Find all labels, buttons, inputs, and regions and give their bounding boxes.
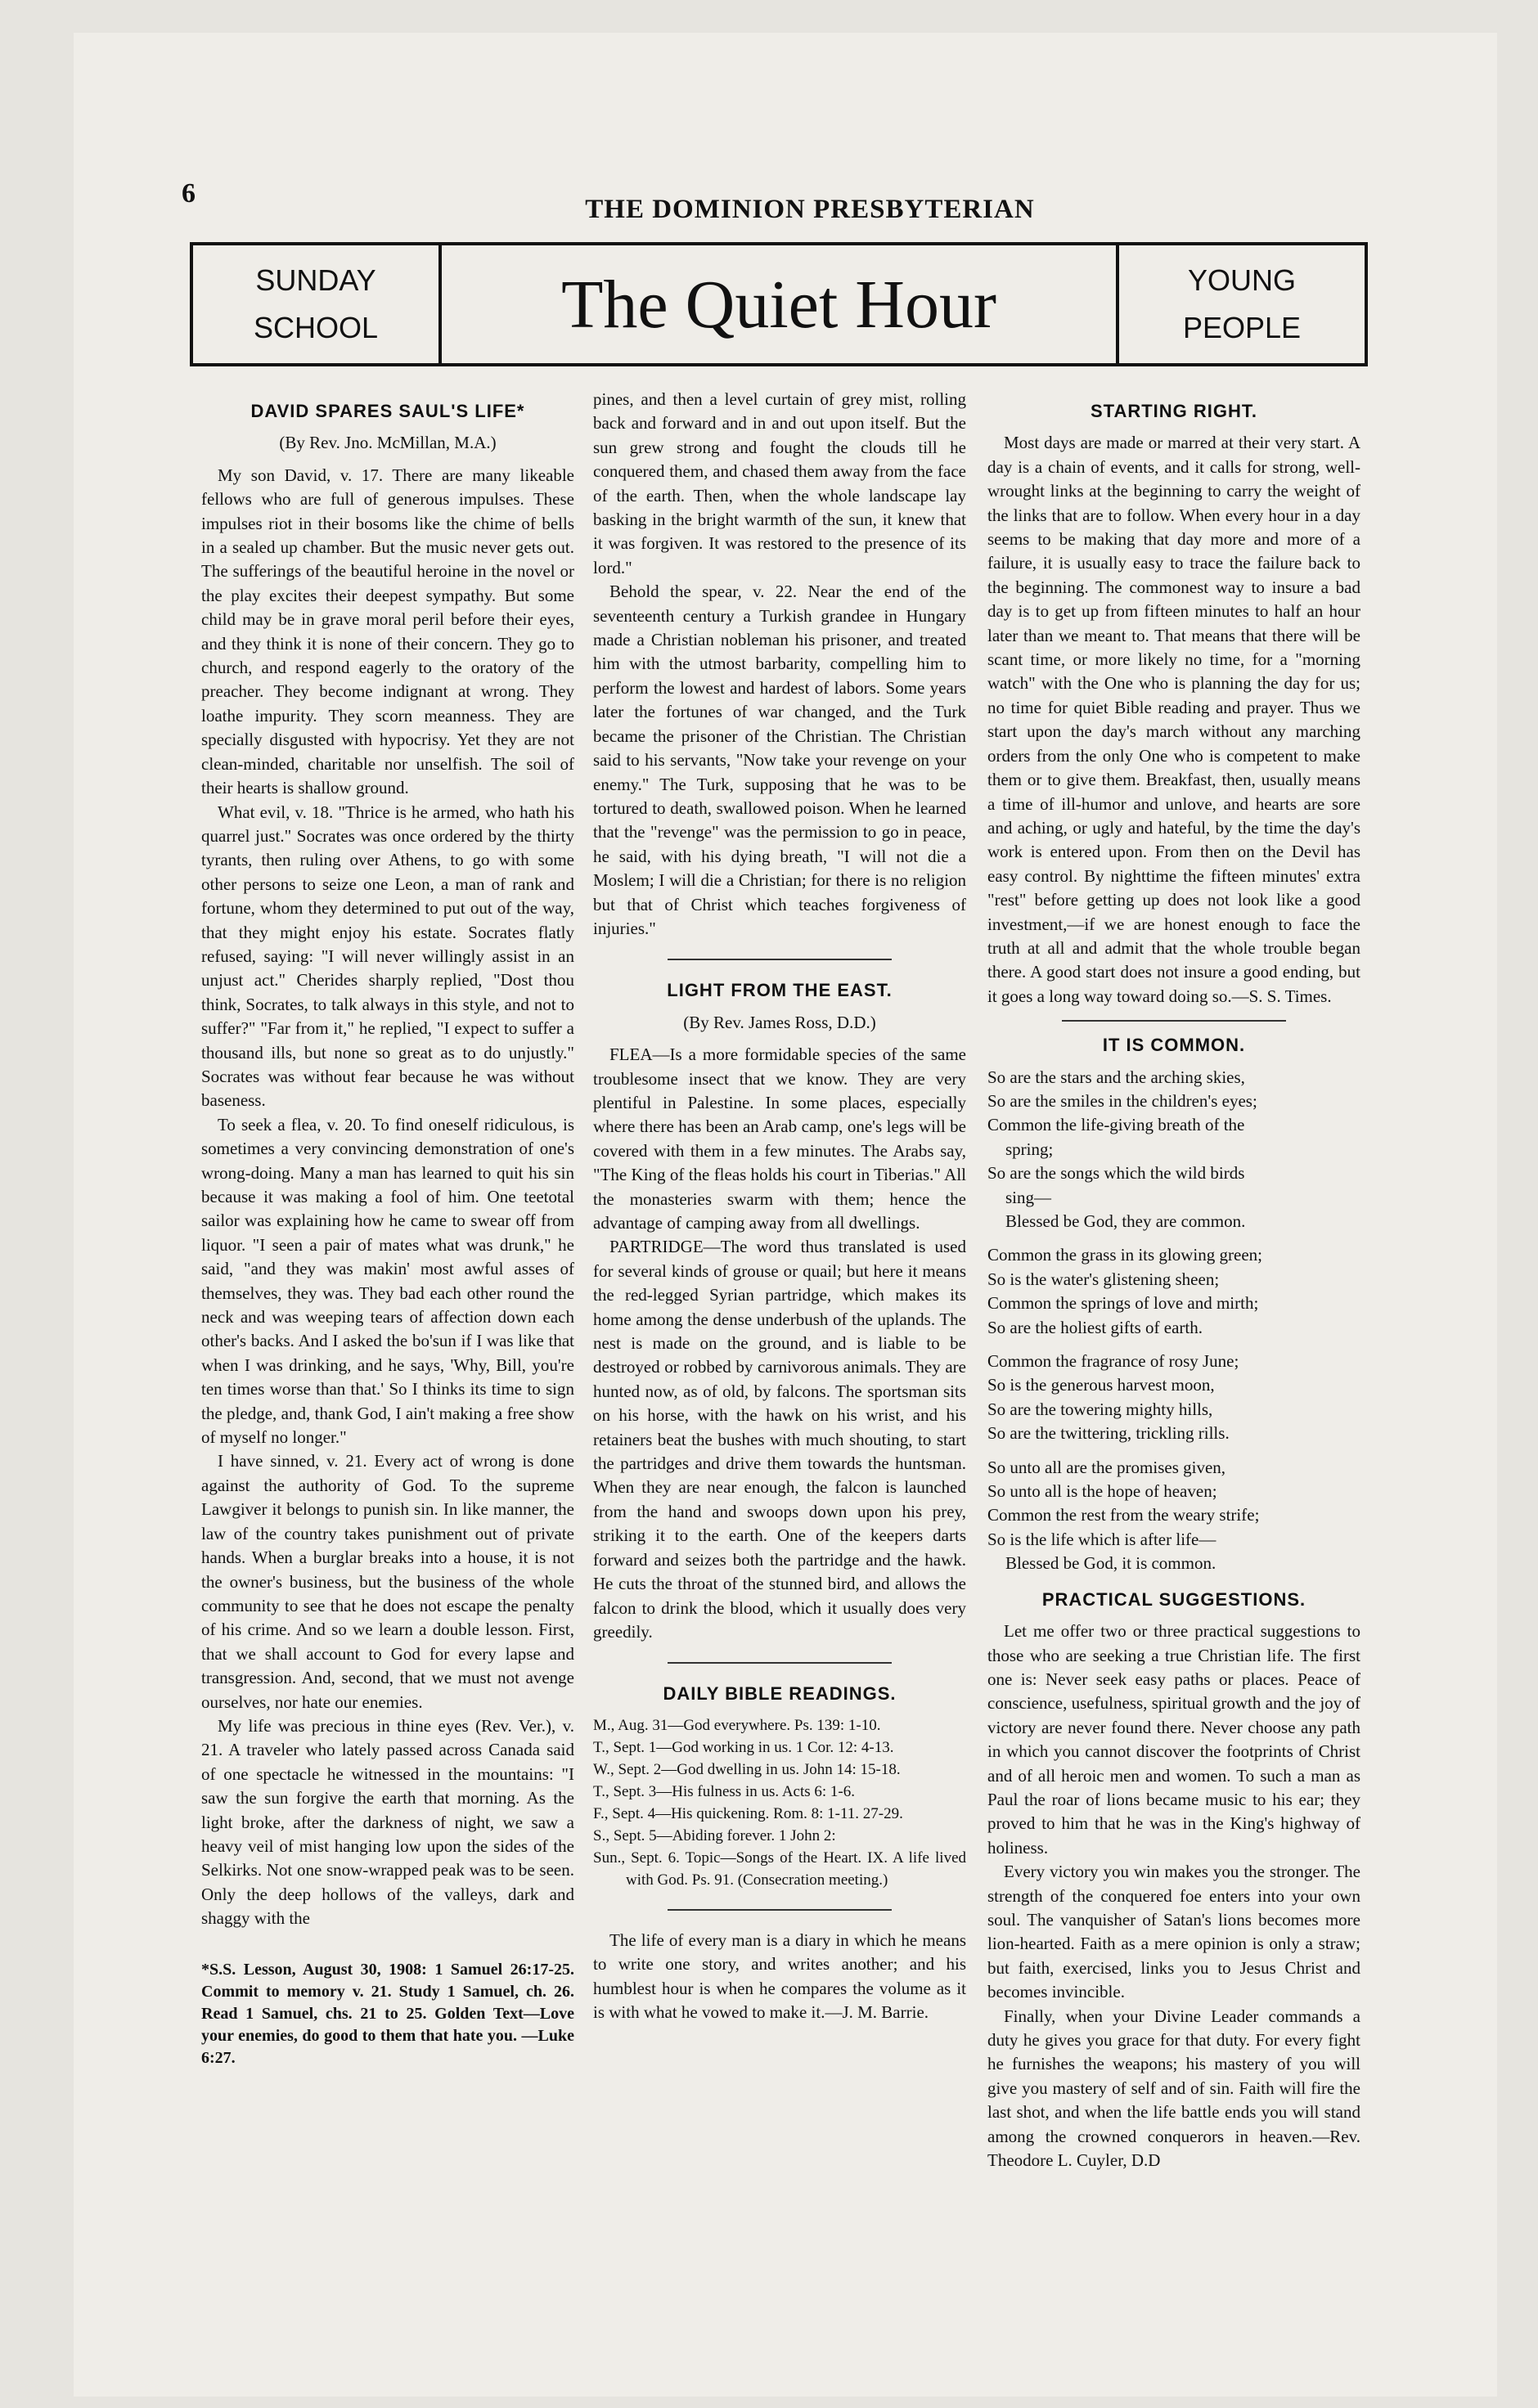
divider [668,959,892,960]
column-1 [201,388,574,2069]
column-3 [987,388,1360,2172]
readings-heading: DAILY BIBLE READINGS. [663,1683,897,1705]
divider [668,1662,892,1664]
reading-item: T., Sept. 1—God working in us. 1 Cor. 12: 4-13. [593,1738,894,1756]
article-paragraph: pines, and then a level curtain of grey mist, rolling back and forward and in and out upon itself. But the sun grew strong and fought the clouds till he conquered them, and chased them away from the face of the earth. Then, when the whole landscape lay basking in the bright warmth of the sun, it knew that it was forgiven. It was restored to the presence of its lord." [593,389,966,577]
readings-list [593,1714,966,1891]
poem-line: Common the grass in its glowing green; [987,1245,1262,1265]
reading-item: M., Aug. 31—God everywhere. Ps. 139: 1-10. [593,1716,881,1734]
poem-line: So are the songs which the wild birds [987,1163,1245,1184]
article-paragraph: Let me offer two or three practical suggestions to those who are seeking a true Christian life. The first one is: Never seek easy paths or places. Peace of conscience, usefulness, spiritual growth and the joy of victory are never found there. Never choose any path in which you cannot discover the footprints of Christ and of all heroic men and women. To such a man as Paul the roar of lions became music to his ear; they proved to him that he was in the King's highway of holiness. [987,1621,1360,1858]
section-banner [190,242,1368,366]
poem-line: So are the towering mighty hills, [987,1399,1213,1419]
poem-stanza [987,1350,1360,1446]
banner-right [1116,245,1365,363]
article-byline: (By Rev. Jno. McMillan, M.A.) [279,433,497,453]
article-paragraph: My son David, v. 17. There are many likeable fellows who are full of generous impulses. These impulses riot in their bosoms like the chime of bells in a sealed up chamber. But the music never gets out. The sufferings of the beautiful heroine in the novel or the play excites their deepest sympathy. But some child may be in grave moral peril before their eyes, and they think it is none of their concern. They go to church, and respond eagerly to the oratory of the preacher. They become indignant at wrong. They loathe impurity. They scorn meanness. They are specially disgusted with hypocrisy. Yet they are not clean-minded, charitable nor unselfish. The soil of their hearts is shallow ground. [201,465,574,798]
article-heading: PRACTICAL SUGGESTIONS. [1041,1588,1306,1610]
poem-line: Common the fragrance of rosy June; [987,1351,1239,1372]
poem-line: So are the holiest gifts of earth. [987,1317,1203,1337]
banner-right-line-2: PEOPLE [1182,311,1302,344]
article-heading: DAVID SPARES SAUL'S LIFE* [250,401,525,421]
article-paragraph: PARTRIDGE—The word thus translated is used for several kinds of grouse or quail; but here it means the red-legged Syrian partridge, which makes its home among the dense underbush of the uplands. The nest is made on the ground, and is liable to be destroyed or robbed by carnivorous animals. They are hunted now, as of old, by falcons. The sportsman sits on his horse, with the hawk on his wrist, and his retainers beat the bushes with much shouting, to start the partridges and drive them towards the huntsman. When they are near enough, the falcon is launched from the hand and swoops down upon his prey, striking it to the earth. One of the keepers darts forward and seizes both the partridge and the hawk. He cuts the throat of the stunned bird, and allows the falcon to drink the blood, which it usually does very greedily. [593,1237,966,1642]
article-heading: STARTING RIGHT. [1090,401,1258,421]
poem-line: spring; [1005,1139,1054,1159]
poem-line: Blessed be God, it is common. [1005,1553,1216,1574]
article-paragraph: FLEA—Is a more formidable species of the same troublesome insect that we know. They are very plentiful in Palestine. In some places, especially where there has been an Arab camp, one's legs will be covered with them in a few minutes. The Arabs say, "The King of the fleas holds his court in Tiberias." All the monasteries swarm with them; hence the advantage of camping away from all dwellings. [593,1045,966,1233]
quote-paragraph: The life of every man is a diary in which he means to write one story, and writes another; and his humblest hour is when he compares the volume as it is with what he vowed to make it.—J. M. Barrie. [593,1930,966,2022]
poem-line: So unto all is the hope of heaven; [987,1481,1217,1502]
banner-left-line-1: SUNDAY [255,263,376,297]
lesson-footnote: *S.S. Lesson, August 30, 1908: 1 Samuel 26:17-25. Commit to memory v. 21. Study 1 Samuel, ch. 26. Read 1 Samuel, chs. 21 to 25. Golden Text—Love your enemies, do good to them that hate you. —Luke 6:27. [201,1960,574,2067]
reading-item: S., Sept. 5—Abiding forever. 1 John 2: [593,1826,836,1844]
reading-item: Sun., Sept. 6. Topic—Songs of the Heart. IX. A life lived with God. Ps. 91. (Consecration meeting.) [593,1849,966,1889]
poem-line: So unto all are the promises given, [987,1457,1226,1477]
poem-stanza [987,1066,1360,1234]
poem-line: Common the life-giving breath of the [987,1115,1245,1135]
article-paragraph: My life was precious in thine eyes (Rev. Ver.), v. 21. A traveler who lately passed across Canada said of one spectacle he witnessed in the mountains: "I saw the sun forgive the earth that morning. As the light broke, after the darkness of night, we saw a heavy veil of mist hanging low upon the sides of the Selkirks. Not one snow-wrapped peak was to be seen. Only the deep hollows of the valleys, dark and shaggy with the [201,1715,574,1929]
reading-item: T., Sept. 3—His fulness in us. Acts 6: 1-6. [593,1782,856,1800]
poem-line: Common the springs of love and mirth; [987,1293,1259,1314]
article-paragraph: Every victory you win makes you the stronger. The strength of the conquered foe enters into your own soul. The vanquisher of Satan's lions becomes more lion-hearted. Faith as a mere opinion is only a straw; but faith, exercised, links you to Jesus Christ and becomes invincible. [987,1862,1360,2002]
article-paragraph: Behold the spear, v. 22. Near the end of the seventeenth century a Turkish grandee in Hungary made a Christian nobleman his prisoner, and treated him with the utmost barbarity, compelling him to perform the lowest and hardest of labors. Some years later the fortunes of war changed, and the Turk became the prisoner of the Christian. The Christian said to his servants, "Now take your revenge on your enemy." The Turk, supposing that he was to be tortured to death, swallowed poison. When he learned that the "revenge" was the permission to go in peace, he said, with his dying breath, "I will not die a Moslem; I will die a Christian; for there is no religion but that of Christ which teaches forgiveness of injuries." [593,582,966,938]
poem-line: So are the stars and the arching skies, [987,1067,1245,1087]
article-paragraph: What evil, v. 18. "Thrice is he armed, who hath his quarrel just." Socrates was once ordered by the thirty tyrants, then ruling over Athens, to go with some other persons to seize one Leon, a man of rank and fortune, whom they determined to put out of the way, that they might enjoy his estate. Socrates flatly refused, saying: "I will never willingly assist in an unjust act." Cherides sharply replied, "Dost thou think, Socrates, to talk always in this style, and not to suffer?" "Far from it," he replied, "I expect to suffer a thousand ills, but none so great as to do unjustly." Socrates was without fear because he was without baseness. [201,802,574,1111]
divider [1062,1020,1286,1022]
article-paragraph: Most days are made or marred at their very start. A day is a chain of events, and it calls for strong, well-wrought links at the beginning to carry the weight of the links that are to follow. When every hour in a day seems to be making that day more and more of a failure, it is usually easy to trace the failure back to the beginning. The commonest way to insure a bad day is to get up from fifteen minutes to half an hour later than we meant to. That means that there will be scant time, or more likely no time, for a "morning watch" with the One who is planning the day for us; no time for quiet Bible reading and prayer. Thus we start upon the day's march without any marching orders from the only One who is competent to make them or to give them. Breakfast, then, usually means a time of ill-humor and unlove, and hearts are sore and aching, or ugly and hateful, by the time the day's work is entered upon. From then on the Devil has easy control. By nighttime the fifteen minutes' extra "rest" before getting up does not look like a good investment,—if we are honest enough to face the truth at all and admit that the whole trouble began there. A good start does not insure a good ending, but it goes a long way toward doing so.—S. S. Times. [987,433,1360,1006]
reading-item: W., Sept. 2—God dwelling in us. John 14: 15-18. [593,1760,901,1778]
poem-heading: IT IS COMMON. [1102,1035,1246,1056]
poem-line: So are the twittering, trickling rills. [987,1423,1230,1444]
poem-line: So is the life which is after life— [987,1529,1216,1549]
running-head: THE DOMINION PRESBYTERIAN [585,195,1035,224]
divider [668,1909,892,1911]
poem-line: Common the rest from the weary strife; [987,1505,1260,1525]
page-number: 6 [182,178,196,209]
poem-line: Blessed be God, they are common. [1005,1211,1246,1231]
poem-stanza [987,1243,1360,1340]
article-paragraph: To seek a flea, v. 20. To find oneself ridiculous, is sometimes a very convincing demonstration of one's wrong-doing. Many a man has learned to quit his sin because it was making a fool of him. One teetotal sailor was explaining how he came to swear off from liquor. "I seen a pair of mates what was drunk," he said, "and they was makin' most awful asses of themselves, they was. They bad each other round the neck and was weeping tears of affection down each other's backs. And I asked the bo'sun if I was like that when I was drinking, and he says, 'Why, Bill, you're ten times worse than that.' So I thinks its time to sign the pledge, and, thank God, I ain't making a free show of myself no longer." [201,1114,574,1448]
banner-left-line-2: SCHOOL [253,311,379,344]
banner-right-line-1: YOUNG [1187,263,1296,297]
poem-line: So are the smiles in the children's eyes; [987,1090,1257,1111]
poem-stanza [987,1456,1360,1576]
article-heading: LIGHT FROM THE EAST. [667,980,893,1001]
article-byline: (By Rev. James Ross, D.D.) [683,1012,876,1032]
poem-line: So is the generous harvest moon, [987,1375,1215,1395]
poem-line: sing— [1005,1187,1052,1207]
article-paragraph: Finally, when your Divine Leader commands a duty he gives you grace for that duty. For every fight he furnishes the weapons; his mastery of you will give you mastery of self and of sin. Faith will fire the last shot, and when the life battle ends you will stand among the crowned conquerors in heaven.—Rev. Theodore L. Cuyler, D.D [987,2006,1360,2171]
banner-left [193,245,442,363]
reading-item: F., Sept. 4—His quickening. Rom. 8: 1-11. 27-29. [593,1804,903,1822]
column-2 [593,388,966,2024]
article-paragraph: I have sinned, v. 21. Every act of wrong is done against the authority of God. To the supreme Lawgiver it belongs to punish sin. In like manner, the law of the country takes punishment out of private hands. When a burglar breaks into a house, it is not the owner's business, but the business of the whole community to see that he does not escape the penalty of his crime. And so we learn a double lesson. First, that we shall account to God for every lapse and transgression. And, second, that we must not avenge ourselves, nor hate our enemies. [201,1451,574,1712]
poem-line: So is the water's glistening sheen; [987,1269,1220,1289]
banner-title: The Quiet Hour [561,266,996,343]
